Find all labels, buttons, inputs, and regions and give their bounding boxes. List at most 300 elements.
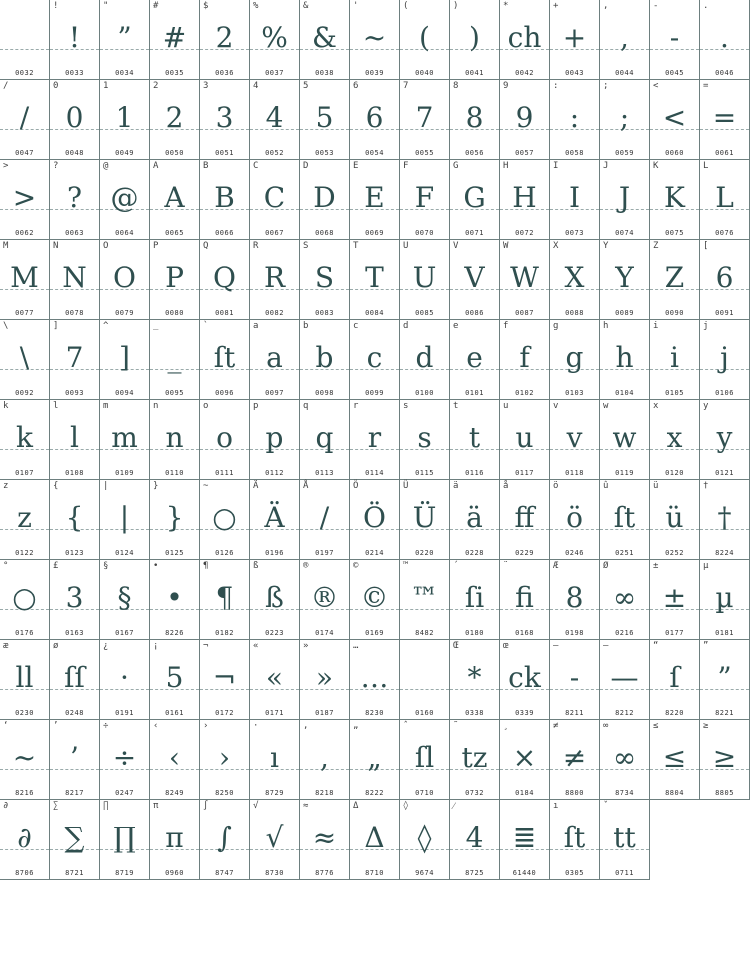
glyph-preview: ○ [212,501,237,534]
glyph-preview: © [360,581,389,614]
glyph-preview: √ [265,821,284,854]
glyph-key-label: V [453,241,459,251]
glyph-code: 0100 [415,389,434,397]
glyph-preview: Q [213,261,236,294]
glyph-code: 8250 [215,789,234,797]
glyph-preview: F [414,181,435,214]
glyph-code: 8224 [715,549,734,557]
glyph-preview: c [366,341,383,374]
glyph-key-label: f [503,321,509,331]
glyph-preview: ı [270,741,279,774]
glyph-code: 0181 [715,629,734,637]
glyph-preview: d [415,341,434,374]
glyph-code: 0090 [665,309,684,317]
glyph-preview: # [162,21,187,54]
glyph-code: 0338 [465,709,484,717]
glyph-row [0,320,751,400]
glyph-key-label: . [703,1,709,11]
glyph-key-label: ’ [53,721,59,731]
glyph-key-label: m [103,401,109,411]
glyph-cell [550,640,600,720]
glyph-code: 0055 [415,149,434,157]
glyph-row [0,720,751,800]
glyph-cell [650,160,700,240]
glyph-preview: J [618,181,631,214]
glyph-preview: π [165,821,184,854]
glyph-preview: 6 [365,101,384,134]
glyph-cell [700,0,750,80]
glyph-preview [400,658,449,698]
glyph-preview: ∫ [217,821,232,854]
glyph-cell [450,160,500,240]
glyph-cell [550,0,600,80]
glyph-cell [0,160,50,240]
glyph-code: 0102 [515,389,534,397]
glyph-cell [300,160,350,240]
glyph-code: 0078 [65,309,84,317]
glyph-code: 0064 [115,229,134,237]
glyph-key-label: U [403,241,409,251]
glyph-cell [200,320,250,400]
glyph-cell [500,640,550,720]
glyph-key-label: ° [3,561,9,571]
glyph-key-label: Æ [553,561,559,571]
glyph-key-label: J [603,161,609,171]
glyph-preview: b [315,341,334,374]
glyph-cell [600,80,650,160]
glyph-key-label: 4 [253,81,259,91]
glyph-code: 0339 [515,709,534,717]
glyph-preview: h [615,341,634,374]
glyph-preview: = [712,101,737,134]
glyph-key-label: ˇ [603,801,609,811]
glyph-code: 0248 [65,709,84,717]
glyph-preview: ch [507,21,542,54]
glyph-code: 0035 [165,69,184,77]
glyph-cell [600,0,650,80]
glyph-key-label: Å [303,481,309,491]
glyph-preview: P [165,261,184,294]
glyph-preview: A [164,181,185,214]
glyph-code: 0187 [315,709,334,717]
glyph-code: 0041 [465,69,484,77]
glyph-key-label: 8 [453,81,459,91]
glyph-cell [0,400,50,480]
glyph-key-label: = [703,81,709,91]
glyph-cell [550,80,600,160]
glyph-code: 0251 [615,549,634,557]
glyph-key-label: – [553,641,559,651]
glyph-code: 0059 [615,149,634,157]
glyph-cell [700,160,750,240]
glyph-code: 0161 [165,709,184,717]
glyph-code: 8725 [465,869,484,877]
glyph-code: 0047 [15,149,34,157]
glyph-preview: 7 [65,341,84,374]
glyph-code: 9674 [415,869,434,877]
glyph-key-label: q [303,401,309,411]
glyph-code: 0228 [465,549,484,557]
glyph-key-label: > [3,161,9,171]
glyph-cell [350,640,400,720]
glyph-cell [0,240,50,320]
glyph-cell [150,0,200,80]
glyph-key-label: : [553,81,559,91]
glyph-key-label: æ [3,641,9,651]
glyph-key-label: ä [453,481,459,491]
glyph-preview: · [120,661,129,694]
glyph-cell [550,800,600,880]
glyph-preview: ¬ [212,661,237,694]
glyph-row [0,0,751,80]
glyph-preview: ∞ [612,741,637,774]
glyph-key-label: B [203,161,209,171]
glyph-cell [500,720,550,800]
glyph-code: 0106 [715,389,734,397]
glyph-code: 0172 [215,709,234,717]
glyph-code: 0044 [615,69,634,77]
glyph-cell [350,480,400,560]
glyph-code: 8230 [365,709,384,717]
glyph-code: 0085 [415,309,434,317]
glyph-code: 0184 [515,789,534,797]
glyph-key-label: ≤ [653,721,659,731]
glyph-preview: w [612,421,637,454]
glyph-row [0,640,751,720]
glyph-preview: > [12,181,37,214]
glyph-cell [150,160,200,240]
glyph-preview: ſt [613,501,636,534]
glyph-code: 0086 [465,309,484,317]
glyph-cell [250,560,300,640]
glyph-preview: › [218,741,231,774]
glyph-key-label: n [153,401,159,411]
glyph-key-label: O [103,241,109,251]
glyph-key-label: π [153,801,159,811]
glyph-key-label: [ [703,241,709,251]
glyph-key-label: ˆ [403,721,409,731]
glyph-code: 0083 [315,309,334,317]
glyph-key-label: 1 [103,81,109,91]
glyph-code: 0068 [315,229,334,237]
glyph-cell [300,0,350,80]
glyph-code: 0246 [565,549,584,557]
glyph-key-label: ‹ [153,721,159,731]
glyph-preview: 3 [215,101,234,134]
glyph-code: 0710 [415,789,434,797]
glyph-key-label: ¸ [503,721,509,731]
glyph-preview: 0 [65,101,84,134]
glyph-key-label: ` [203,321,209,331]
glyph-key-label: & [303,1,309,11]
glyph-code: 8747 [215,869,234,877]
glyph-key-label: 6 [353,81,359,91]
glyph-cell [350,160,400,240]
glyph-preview: E [364,181,385,214]
glyph-key-label: G [453,161,459,171]
glyph-preview: ſt [213,341,236,374]
glyph-preview: « [265,661,284,694]
glyph-cell [550,720,600,800]
glyph-key-label: ' [353,1,359,11]
glyph-code: 0174 [315,629,334,637]
glyph-row [0,160,751,240]
glyph-cell [100,480,150,560]
glyph-cell [50,320,100,400]
glyph-preview: X [564,261,585,294]
glyph-code: 0080 [165,309,184,317]
glyph-cell [50,480,100,560]
glyph-code: 0110 [165,469,184,477]
glyph-code: 0045 [665,69,684,77]
glyph-preview: - [669,21,680,54]
glyph-preview: ± [662,581,687,614]
glyph-cell [250,160,300,240]
glyph-code: 0177 [665,629,684,637]
glyph-preview: ≥ [712,741,737,774]
glyph-preview [0,18,49,58]
glyph-key-label: 5 [303,81,309,91]
glyph-preview: y [716,421,733,454]
glyph-cell [700,640,750,720]
glyph-preview: T [365,261,384,294]
glyph-cell [400,320,450,400]
glyph-preview: ™ [410,581,439,614]
glyph-cell [500,480,550,560]
glyph-code: 0109 [115,469,134,477]
glyph-cell [200,0,250,80]
glyph-key-label: Ø [603,561,609,571]
glyph-key-label: « [253,641,259,651]
glyph-preview: * [467,661,482,694]
glyph-preview: … [360,661,389,694]
glyph-code: 8249 [165,789,184,797]
glyph-code: 0119 [615,469,634,477]
glyph-preview: S [314,261,335,294]
glyph-cell [50,400,100,480]
glyph-preview: / [319,501,330,534]
glyph-key-label: P [153,241,159,251]
glyph-cell [600,800,650,880]
glyph-preview: ck [508,661,541,694]
glyph-preview: tt [613,821,636,854]
glyph-preview: K [664,181,685,214]
glyph-code: 8721 [65,869,84,877]
glyph-cell [100,400,150,480]
glyph-code: 0115 [415,469,434,477]
glyph-cell [300,560,350,640]
glyph-key-label: ø [53,641,59,651]
glyph-code: 8730 [265,869,284,877]
glyph-row [0,240,751,320]
glyph-preview: 7 [415,101,434,134]
glyph-key-label: ‘ [3,721,9,731]
glyph-cell [250,640,300,720]
glyph-cell [50,560,100,640]
glyph-code: 0099 [365,389,384,397]
glyph-code: 0167 [115,629,134,637]
glyph-code: 8216 [15,789,34,797]
glyph-preview: r [367,421,382,454]
glyph-key-label: 7 [403,81,409,91]
glyph-cell [400,480,450,560]
glyph-cell [450,80,500,160]
glyph-cell [600,560,650,640]
glyph-code: 0105 [665,389,684,397]
glyph-preview: t [468,421,481,454]
glyph-key-label: ∑ [53,801,59,811]
glyph-code: 0034 [115,69,134,77]
glyph-key-label: % [253,1,259,11]
glyph-code: 0097 [265,389,284,397]
glyph-code: 0198 [565,629,584,637]
glyph-preview: ſ [669,661,680,694]
glyph-key-label: z [3,481,9,491]
glyph-cell [0,720,50,800]
glyph-cell [200,80,250,160]
glyph-code: 0163 [65,629,84,637]
glyph-code: 0082 [265,309,284,317]
glyph-preview: : [569,101,580,134]
glyph-cell [450,560,500,640]
glyph-preview: 2 [215,21,234,54]
glyph-code: 0070 [415,229,434,237]
glyph-key-label: c [353,321,359,331]
glyph-preview: ” [717,661,732,694]
glyph-preview: M [10,261,39,294]
glyph-code: 8212 [615,709,634,717]
glyph-code: 0094 [115,389,134,397]
glyph-key-label: © [353,561,359,571]
glyph-code: 0096 [215,389,234,397]
glyph-key-label: D [303,161,309,171]
glyph-cell [350,0,400,80]
glyph-cell [150,640,200,720]
glyph-code: 8211 [565,709,584,717]
glyph-cell [50,160,100,240]
glyph-preview: @ [110,181,139,214]
glyph-preview: ” [117,21,132,54]
glyph-code: 0220 [415,549,434,557]
glyph-code: 8776 [315,869,334,877]
glyph-cell [500,240,550,320]
glyph-cell [650,480,700,560]
glyph-code: 8706 [15,869,34,877]
glyph-key-label: C [253,161,259,171]
glyph-code: 0095 [165,389,184,397]
glyph-key-label: < [653,81,659,91]
glyph-cell [250,400,300,480]
glyph-preview: µ [715,581,734,614]
glyph-code: 0122 [15,549,34,557]
glyph-row [0,400,751,480]
glyph-key-label: ◊ [403,801,409,811]
glyph-key-label: ¿ [103,641,109,651]
glyph-code: 8221 [715,709,734,717]
glyph-preview: ( [419,21,430,54]
glyph-code: 0098 [315,389,334,397]
glyph-cell [350,400,400,480]
glyph-key-label: r [353,401,359,411]
glyph-code: 0040 [415,69,434,77]
glyph-preview: l [70,421,79,454]
glyph-cell [650,0,700,80]
glyph-key-label: b [303,321,309,331]
glyph-cell [400,400,450,480]
glyph-key-label: A [153,161,159,171]
glyph-preview: p [265,421,284,454]
glyph-cell [200,160,250,240]
glyph-preview: U [412,261,437,294]
glyph-cell [550,480,600,560]
glyph-cell [600,720,650,800]
glyph-cell [450,400,500,480]
glyph-code: 0182 [215,629,234,637]
glyph-preview: C [263,181,286,214]
glyph-code: 0091 [715,309,734,317]
glyph-code: 0075 [665,229,684,237]
glyph-cell [150,240,200,320]
glyph-code: 0229 [515,549,534,557]
glyph-key-label: } [153,481,159,491]
glyph-preview: × [512,741,537,774]
glyph-cell [700,480,750,560]
glyph-key-label: “ [653,641,659,651]
glyph-key-label: 9 [503,81,509,91]
glyph-code: 0123 [65,549,84,557]
glyph-row [0,560,751,640]
glyph-preview: W [510,261,539,294]
glyph-code: 8220 [665,709,684,717]
glyph-key-label: ~ [203,481,209,491]
glyph-cell [700,560,750,640]
glyph-key-label: Y [603,241,609,251]
glyph-cell [700,80,750,160]
glyph-cell [0,480,50,560]
glyph-cell [650,720,700,800]
glyph-code: 0037 [265,69,284,77]
glyph-code: 0066 [215,229,234,237]
glyph-cell [500,800,550,880]
glyph-code: 0117 [515,469,534,477]
glyph-cell [250,320,300,400]
glyph-key-label: ; [603,81,609,91]
glyph-code: 0077 [15,309,34,317]
glyph-preview: ll [15,661,34,694]
glyph-cell [200,400,250,480]
glyph-cell [600,400,650,480]
glyph-cell [0,80,50,160]
glyph-preview: — [610,661,639,694]
glyph-key-label: t [453,401,459,411]
glyph-key-label: ∂ [3,801,9,811]
glyph-cell [650,240,700,320]
glyph-cell [300,320,350,400]
glyph-code: 0112 [265,469,284,477]
glyph-cell [0,0,50,80]
glyph-cell [0,320,50,400]
glyph-cell [300,400,350,480]
glyph-cell [650,80,700,160]
glyph-code: 0063 [65,229,84,237]
glyph-code: 0057 [515,149,534,157]
glyph-preview: L [715,181,734,214]
glyph-preview: f [519,341,530,374]
glyph-cell [100,800,150,880]
glyph-key-label: ö [553,481,559,491]
glyph-code: 0056 [465,149,484,157]
glyph-code: 0038 [315,69,334,77]
